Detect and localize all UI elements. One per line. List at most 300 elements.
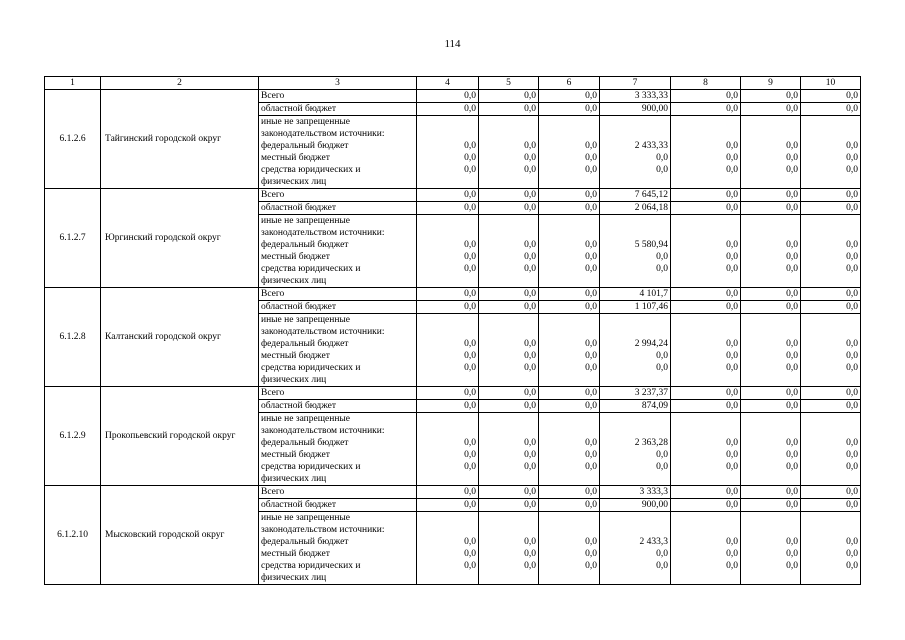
value-cell: 0,0 bbox=[417, 189, 479, 202]
value-block bbox=[600, 116, 671, 189]
spacer bbox=[541, 425, 597, 437]
value-cell: 0,0 bbox=[741, 387, 801, 400]
value-block bbox=[671, 116, 741, 189]
source-line: федеральный бюджет bbox=[261, 141, 349, 151]
column-header: 2 bbox=[101, 77, 259, 90]
header-row bbox=[45, 77, 861, 90]
table-row bbox=[45, 486, 861, 499]
value-block bbox=[479, 413, 539, 486]
item-code: 6.1.2.7 bbox=[45, 189, 101, 288]
value-cell: 3 333,33 bbox=[600, 90, 671, 103]
value-block bbox=[801, 512, 861, 585]
value-line: 0,0 bbox=[846, 264, 858, 274]
value-line: 0,0 bbox=[846, 549, 858, 559]
value-line: 0,0 bbox=[585, 450, 597, 460]
value-line: 0,0 bbox=[656, 252, 668, 262]
value-line: 0,0 bbox=[726, 240, 738, 250]
item-name: Юргинский городской округ bbox=[101, 189, 259, 288]
value-block bbox=[479, 512, 539, 585]
value-line: 0,0 bbox=[585, 363, 597, 373]
spacer bbox=[673, 176, 738, 188]
spacer bbox=[481, 326, 536, 338]
value-line: 0,0 bbox=[726, 450, 738, 460]
spacer bbox=[743, 512, 798, 524]
value-line: 0,0 bbox=[464, 153, 476, 163]
value-cell: 0,0 bbox=[801, 486, 861, 499]
spacer bbox=[481, 116, 536, 128]
spacer bbox=[541, 227, 597, 239]
value-line: 0,0 bbox=[656, 561, 668, 571]
value-cell: 0,0 bbox=[671, 189, 741, 202]
spacer bbox=[541, 572, 597, 584]
value-cell: 0,0 bbox=[417, 486, 479, 499]
spacer bbox=[803, 326, 858, 338]
value-block bbox=[600, 314, 671, 387]
value-cell: 0,0 bbox=[479, 202, 539, 215]
item-name: Тайгинский городской округ bbox=[101, 90, 259, 189]
item-name: Калтанский городской округ bbox=[101, 288, 259, 387]
value-line: 0,0 bbox=[585, 462, 597, 472]
value-line: 0,0 bbox=[585, 549, 597, 559]
source-line: местный бюджет bbox=[261, 450, 330, 460]
value-line: 0,0 bbox=[524, 537, 536, 547]
value-line: 0,0 bbox=[464, 339, 476, 349]
value-cell: 0,0 bbox=[417, 202, 479, 215]
spacer bbox=[743, 425, 798, 437]
value-line: 0,0 bbox=[726, 438, 738, 448]
spacer bbox=[481, 227, 536, 239]
value-cell: 0,0 bbox=[539, 103, 600, 116]
value-line: 0,0 bbox=[726, 339, 738, 349]
value-line: 0,0 bbox=[524, 264, 536, 274]
item-code: 6.1.2.9 bbox=[45, 387, 101, 486]
source-line: иные не запрещенные bbox=[261, 117, 351, 127]
value-cell: 0,0 bbox=[539, 301, 600, 314]
item-code: 6.1.2.10 bbox=[45, 486, 101, 585]
source-line: федеральный бюджет bbox=[261, 438, 349, 448]
source-label: областной бюджет bbox=[259, 103, 417, 116]
value-cell: 0,0 bbox=[671, 499, 741, 512]
value-cell: 0,0 bbox=[479, 499, 539, 512]
spacer bbox=[673, 128, 738, 140]
value-cell: 0,0 bbox=[671, 90, 741, 103]
value-line: 0,0 bbox=[786, 165, 798, 175]
spacer bbox=[419, 215, 476, 227]
value-cell: 0,0 bbox=[671, 301, 741, 314]
source-label: областной бюджет bbox=[259, 301, 417, 314]
spacer bbox=[803, 227, 858, 239]
value-cell: 0,0 bbox=[479, 189, 539, 202]
value-line: 0,0 bbox=[726, 141, 738, 151]
spacer bbox=[803, 314, 858, 326]
spacer bbox=[673, 374, 738, 386]
spacer bbox=[602, 425, 668, 437]
value-cell: 2 064,18 bbox=[600, 202, 671, 215]
value-cell: 0,0 bbox=[539, 288, 600, 301]
spacer bbox=[673, 227, 738, 239]
spacer bbox=[541, 374, 597, 386]
value-line: 0,0 bbox=[464, 240, 476, 250]
item-name: Мысковский городской округ bbox=[101, 486, 259, 585]
value-line: 0,0 bbox=[656, 462, 668, 472]
value-block bbox=[417, 314, 479, 387]
spacer bbox=[541, 413, 597, 425]
value-cell: 0,0 bbox=[741, 301, 801, 314]
value-block bbox=[479, 314, 539, 387]
value-block bbox=[479, 215, 539, 288]
value-cell: 0,0 bbox=[539, 400, 600, 413]
spacer bbox=[481, 524, 536, 536]
value-block bbox=[741, 314, 801, 387]
source-line: местный бюджет bbox=[261, 351, 330, 361]
value-line: 0,0 bbox=[786, 549, 798, 559]
value-cell: 0,0 bbox=[479, 90, 539, 103]
value-cell: 0,0 bbox=[539, 499, 600, 512]
source-line: физических лиц bbox=[261, 375, 327, 385]
value-line: 2 433,3 bbox=[639, 537, 668, 547]
spacer bbox=[803, 374, 858, 386]
source-line: иные не запрещенные bbox=[261, 216, 351, 226]
value-line: 0,0 bbox=[524, 363, 536, 373]
value-cell: 0,0 bbox=[479, 387, 539, 400]
value-cell: 0,0 bbox=[479, 103, 539, 116]
source-line: иные не запрещенные bbox=[261, 414, 351, 424]
spacer bbox=[743, 413, 798, 425]
value-line: 0,0 bbox=[846, 462, 858, 472]
value-block bbox=[801, 413, 861, 486]
value-line: 0,0 bbox=[464, 537, 476, 547]
value-line: 2 433,33 bbox=[634, 141, 668, 151]
value-cell: 0,0 bbox=[741, 400, 801, 413]
value-block bbox=[539, 512, 600, 585]
value-line: 0,0 bbox=[786, 240, 798, 250]
column-header: 9 bbox=[741, 77, 801, 90]
value-cell: 0,0 bbox=[741, 499, 801, 512]
source-block bbox=[259, 512, 417, 585]
spacer bbox=[743, 128, 798, 140]
value-cell: 0,0 bbox=[539, 189, 600, 202]
spacer bbox=[419, 572, 476, 584]
spacer bbox=[803, 128, 858, 140]
value-line: 0,0 bbox=[726, 264, 738, 274]
page-number: 114 bbox=[444, 38, 461, 50]
table-row bbox=[45, 387, 861, 400]
spacer bbox=[673, 215, 738, 227]
spacer bbox=[602, 326, 668, 338]
column-header: 1 bbox=[45, 77, 101, 90]
value-block bbox=[801, 116, 861, 189]
item-name: Прокопьевский городской округ bbox=[101, 387, 259, 486]
value-line: 0,0 bbox=[464, 264, 476, 274]
column-header: 6 bbox=[539, 77, 600, 90]
spacer bbox=[419, 326, 476, 338]
value-line: 0,0 bbox=[786, 339, 798, 349]
value-cell: 0,0 bbox=[671, 103, 741, 116]
value-line: 0,0 bbox=[464, 363, 476, 373]
value-line: 0,0 bbox=[656, 351, 668, 361]
value-line: 0,0 bbox=[524, 252, 536, 262]
value-line: 0,0 bbox=[585, 165, 597, 175]
spacer bbox=[481, 572, 536, 584]
source-line: средства юридических и bbox=[261, 363, 361, 373]
value-line: 0,0 bbox=[524, 438, 536, 448]
spacer bbox=[419, 314, 476, 326]
value-cell: 0,0 bbox=[671, 387, 741, 400]
value-line: 0,0 bbox=[726, 462, 738, 472]
spacer bbox=[673, 572, 738, 584]
value-block bbox=[741, 116, 801, 189]
spacer bbox=[481, 473, 536, 485]
spacer bbox=[803, 425, 858, 437]
value-cell: 0,0 bbox=[801, 387, 861, 400]
value-line: 0,0 bbox=[585, 264, 597, 274]
value-line: 0,0 bbox=[846, 252, 858, 262]
value-line: 0,0 bbox=[786, 252, 798, 262]
value-block bbox=[741, 215, 801, 288]
source-line: средства юридических и bbox=[261, 264, 361, 274]
spacer bbox=[481, 374, 536, 386]
value-line: 0,0 bbox=[656, 264, 668, 274]
value-cell: 874,09 bbox=[600, 400, 671, 413]
budget-table bbox=[44, 76, 861, 585]
spacer bbox=[541, 524, 597, 536]
value-cell: 0,0 bbox=[671, 202, 741, 215]
value-line: 0,0 bbox=[726, 153, 738, 163]
spacer bbox=[743, 215, 798, 227]
spacer bbox=[419, 512, 476, 524]
spacer bbox=[602, 227, 668, 239]
spacer bbox=[602, 524, 668, 536]
column-header: 8 bbox=[671, 77, 741, 90]
value-line: 0,0 bbox=[656, 153, 668, 163]
source-line: законодательством источники: bbox=[261, 228, 385, 238]
source-line: федеральный бюджет bbox=[261, 339, 349, 349]
value-line: 0,0 bbox=[656, 450, 668, 460]
table-row bbox=[45, 288, 861, 301]
spacer bbox=[419, 176, 476, 188]
value-line: 0,0 bbox=[464, 438, 476, 448]
value-cell: 0,0 bbox=[417, 499, 479, 512]
source-line: местный бюджет bbox=[261, 252, 330, 262]
value-block bbox=[671, 314, 741, 387]
value-cell: 0,0 bbox=[741, 288, 801, 301]
source-line: средства юридических и bbox=[261, 561, 361, 571]
column-header: 3 bbox=[259, 77, 417, 90]
value-line: 0,0 bbox=[464, 141, 476, 151]
value-cell: 0,0 bbox=[417, 288, 479, 301]
value-cell: 0,0 bbox=[479, 288, 539, 301]
spacer bbox=[743, 572, 798, 584]
value-cell: 0,0 bbox=[417, 301, 479, 314]
value-block bbox=[801, 215, 861, 288]
spacer bbox=[743, 176, 798, 188]
spacer bbox=[419, 524, 476, 536]
value-line: 0,0 bbox=[585, 351, 597, 361]
value-cell: 0,0 bbox=[801, 103, 861, 116]
value-line: 0,0 bbox=[786, 141, 798, 151]
value-cell: 0,0 bbox=[539, 202, 600, 215]
spacer bbox=[481, 425, 536, 437]
source-line: законодательством источники: bbox=[261, 525, 385, 535]
value-cell: 0,0 bbox=[539, 90, 600, 103]
value-cell: 0,0 bbox=[801, 400, 861, 413]
value-line: 0,0 bbox=[524, 339, 536, 349]
table-row bbox=[45, 90, 861, 103]
source-label: областной бюджет bbox=[259, 499, 417, 512]
spacer bbox=[803, 572, 858, 584]
value-cell: 0,0 bbox=[479, 301, 539, 314]
value-line: 0,0 bbox=[585, 339, 597, 349]
value-line: 0,0 bbox=[786, 537, 798, 547]
spacer bbox=[602, 176, 668, 188]
column-header: 5 bbox=[479, 77, 539, 90]
source-line: местный бюджет bbox=[261, 549, 330, 559]
value-cell: 1 107,46 bbox=[600, 301, 671, 314]
value-line: 2 994,24 bbox=[634, 339, 668, 349]
source-line: физических лиц bbox=[261, 177, 327, 187]
source-line: физических лиц bbox=[261, 276, 327, 286]
spacer bbox=[673, 413, 738, 425]
spacer bbox=[541, 116, 597, 128]
value-line: 0,0 bbox=[786, 351, 798, 361]
value-block bbox=[417, 512, 479, 585]
spacer bbox=[673, 473, 738, 485]
spacer bbox=[481, 215, 536, 227]
value-line: 0,0 bbox=[585, 561, 597, 571]
spacer bbox=[673, 524, 738, 536]
value-line: 0,0 bbox=[846, 339, 858, 349]
source-line: законодательством источники: bbox=[261, 327, 385, 337]
item-code: 6.1.2.6 bbox=[45, 90, 101, 189]
value-line: 0,0 bbox=[846, 141, 858, 151]
spacer bbox=[673, 512, 738, 524]
spacer bbox=[743, 524, 798, 536]
value-line: 0,0 bbox=[524, 141, 536, 151]
value-cell: 0,0 bbox=[539, 387, 600, 400]
source-line: законодательством источники: bbox=[261, 426, 385, 436]
source-line: иные не запрещенные bbox=[261, 513, 351, 523]
spacer bbox=[743, 473, 798, 485]
value-line: 0,0 bbox=[585, 240, 597, 250]
value-cell: 0,0 bbox=[417, 400, 479, 413]
value-block bbox=[539, 215, 600, 288]
value-line: 0,0 bbox=[524, 561, 536, 571]
value-block bbox=[671, 512, 741, 585]
spacer bbox=[419, 227, 476, 239]
spacer bbox=[481, 512, 536, 524]
source-line: физических лиц bbox=[261, 573, 327, 583]
value-line: 0,0 bbox=[464, 351, 476, 361]
column-header: 7 bbox=[600, 77, 671, 90]
value-block bbox=[741, 413, 801, 486]
source-block bbox=[259, 413, 417, 486]
spacer bbox=[803, 473, 858, 485]
value-block bbox=[539, 314, 600, 387]
value-cell: 3 333,3 bbox=[600, 486, 671, 499]
spacer bbox=[481, 314, 536, 326]
value-line: 0,0 bbox=[464, 561, 476, 571]
spacer bbox=[541, 473, 597, 485]
value-cell: 0,0 bbox=[417, 103, 479, 116]
value-block bbox=[600, 512, 671, 585]
value-block bbox=[671, 215, 741, 288]
spacer bbox=[541, 128, 597, 140]
value-line: 0,0 bbox=[464, 450, 476, 460]
spacer bbox=[419, 413, 476, 425]
spacer bbox=[419, 128, 476, 140]
spacer bbox=[803, 116, 858, 128]
value-cell: 4 101,7 bbox=[600, 288, 671, 301]
value-cell: 0,0 bbox=[539, 486, 600, 499]
spacer bbox=[419, 116, 476, 128]
spacer bbox=[602, 215, 668, 227]
spacer bbox=[673, 425, 738, 437]
spacer bbox=[602, 374, 668, 386]
source-line: иные не запрещенные bbox=[261, 315, 351, 325]
value-line: 0,0 bbox=[524, 240, 536, 250]
spacer bbox=[602, 314, 668, 326]
item-code: 6.1.2.8 bbox=[45, 288, 101, 387]
value-cell: 0,0 bbox=[801, 288, 861, 301]
spacer bbox=[803, 176, 858, 188]
spacer bbox=[481, 128, 536, 140]
value-block bbox=[417, 116, 479, 189]
source-line: федеральный бюджет bbox=[261, 240, 349, 250]
spacer bbox=[602, 128, 668, 140]
value-line: 0,0 bbox=[524, 549, 536, 559]
value-block bbox=[417, 215, 479, 288]
source-label: областной бюджет bbox=[259, 400, 417, 413]
value-line: 0,0 bbox=[585, 141, 597, 151]
value-line: 0,0 bbox=[786, 462, 798, 472]
column-header: 10 bbox=[801, 77, 861, 90]
spacer bbox=[743, 314, 798, 326]
value-cell: 0,0 bbox=[801, 499, 861, 512]
value-line: 0,0 bbox=[846, 537, 858, 547]
spacer bbox=[803, 215, 858, 227]
source-label: Всего bbox=[259, 486, 417, 499]
value-cell: 0,0 bbox=[479, 486, 539, 499]
spacer bbox=[541, 512, 597, 524]
value-cell: 0,0 bbox=[741, 103, 801, 116]
spacer bbox=[743, 116, 798, 128]
value-block bbox=[539, 116, 600, 189]
spacer bbox=[803, 275, 858, 287]
value-cell: 0,0 bbox=[741, 202, 801, 215]
value-line: 0,0 bbox=[846, 153, 858, 163]
spacer bbox=[602, 413, 668, 425]
value-line: 0,0 bbox=[464, 252, 476, 262]
value-line: 0,0 bbox=[786, 264, 798, 274]
value-cell: 0,0 bbox=[741, 486, 801, 499]
value-line: 0,0 bbox=[726, 351, 738, 361]
value-line: 0,0 bbox=[585, 153, 597, 163]
source-label: областной бюджет bbox=[259, 202, 417, 215]
value-cell: 0,0 bbox=[671, 288, 741, 301]
value-line: 0,0 bbox=[846, 363, 858, 373]
value-line: 0,0 bbox=[726, 165, 738, 175]
value-line: 0,0 bbox=[585, 537, 597, 547]
value-cell: 900,00 bbox=[600, 103, 671, 116]
value-line: 0,0 bbox=[524, 165, 536, 175]
spacer bbox=[481, 176, 536, 188]
value-line: 2 363,28 bbox=[634, 438, 668, 448]
value-block bbox=[671, 413, 741, 486]
value-cell: 0,0 bbox=[801, 202, 861, 215]
value-line: 0,0 bbox=[846, 450, 858, 460]
value-cell: 0,0 bbox=[479, 400, 539, 413]
value-line: 5 580,94 bbox=[634, 240, 668, 250]
